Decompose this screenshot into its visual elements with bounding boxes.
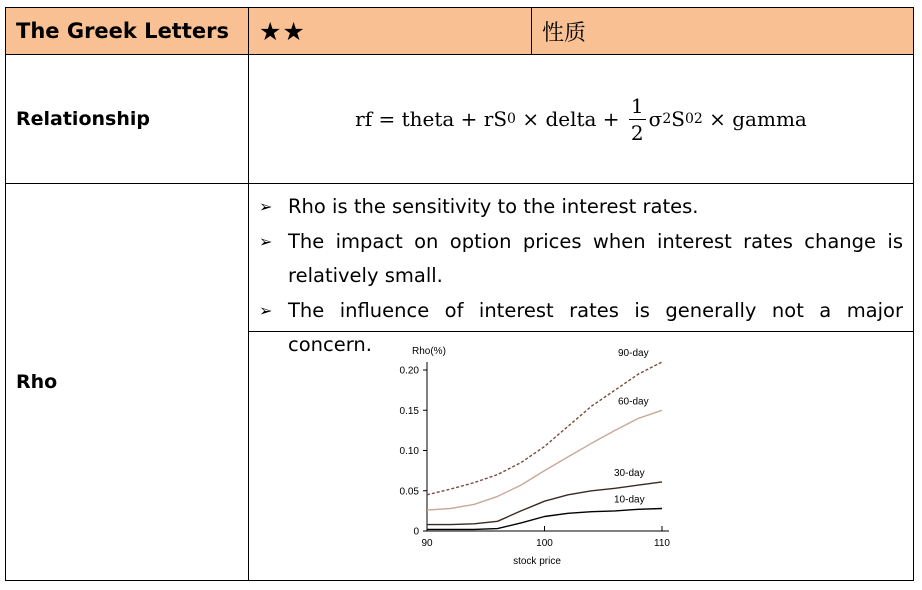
header-nature: 性质 (542, 20, 587, 46)
relationship-formula (249, 55, 913, 183)
header-rating-cell (248, 7, 532, 55)
fraction-numerator: 1 (630, 93, 644, 118)
header-title-cell (5, 7, 249, 55)
series-label: 10-day (614, 494, 645, 506)
arrowhead-bullet-icon: ➢ (259, 300, 273, 320)
y-tick-label: 0.15 (399, 405, 419, 417)
arrowhead-bullet-icon: ➢ (259, 231, 273, 251)
rho-chart (249, 332, 913, 580)
formula-sub: 0 (684, 111, 694, 127)
header-nature-cell (531, 7, 914, 55)
series-label: 60-day (618, 396, 649, 408)
y-tick-label: 0.05 (399, 486, 419, 498)
formula-s: S (671, 107, 685, 131)
formula-fraction (629, 93, 646, 146)
formula-sup: 2 (693, 111, 703, 127)
bullet-text: The impact on option prices when interest rates change is relatively small. (288, 229, 903, 287)
y-tick-label: 0.10 (399, 446, 419, 457)
y-axis-label: Rho(%) (412, 346, 446, 357)
x-tick-label: 100 (536, 538, 553, 549)
header-title: The Greek Letters (16, 19, 229, 43)
rho-label-cell (5, 183, 249, 581)
star-rating: ★★ (259, 16, 306, 46)
x-tick-label: 110 (654, 538, 670, 549)
formula-mid: × delta + (515, 107, 626, 131)
formula-sub: 0 (507, 111, 516, 127)
relationship-label-cell (5, 54, 249, 184)
formula-sigma: σ (648, 107, 663, 131)
series-label: 30-day (614, 467, 645, 479)
fraction-denominator: 2 (630, 120, 644, 145)
x-tick-label: 90 (421, 538, 433, 549)
bullet-text: The influence of interest rates is generally not a major concern. (288, 298, 903, 356)
rho-chart-cell (248, 331, 914, 581)
y-tick-label: 0.20 (399, 365, 419, 377)
y-tick-label: 0 (413, 526, 419, 538)
formula-tail: × gamma (702, 107, 807, 131)
relationship-label: Relationship (16, 108, 150, 130)
list-item (259, 225, 903, 294)
rho-label: Rho (16, 371, 58, 393)
x-axis-label: stock price (513, 556, 561, 567)
formula-sup: 2 (662, 111, 672, 127)
list-item (259, 190, 903, 225)
bullet-text: Rho is the sensitivity to the interest rates. (288, 195, 699, 218)
formula-lhs: rf = theta + rS (355, 107, 508, 131)
series-label: 90-day (618, 347, 649, 359)
arrowhead-bullet-icon: ➢ (259, 197, 273, 216)
relationship-formula-cell (248, 54, 914, 184)
greek-letters-table (5, 7, 914, 581)
